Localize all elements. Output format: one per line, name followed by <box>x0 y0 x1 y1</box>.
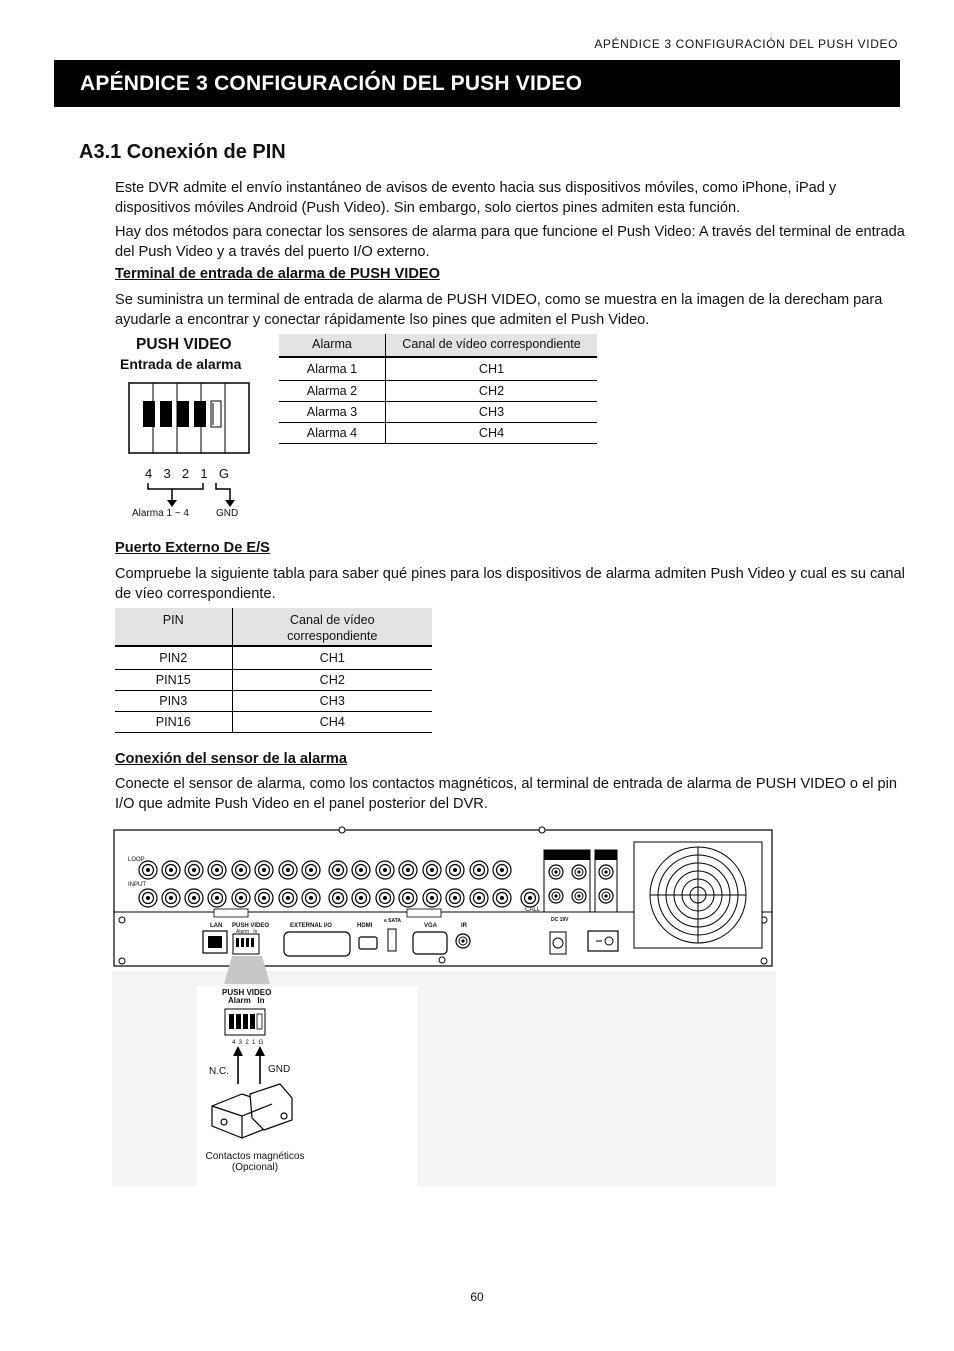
table-row <box>115 646 432 670</box>
zoom-pin-labels: 4 3 2 1 G <box>232 1040 264 1046</box>
table-row <box>115 712 432 733</box>
table-cell: CH2 <box>386 381 598 402</box>
call-label: CALL <box>525 907 541 913</box>
loop-label: LOOP <box>128 857 145 863</box>
esata-label: e SATA <box>384 918 402 924</box>
table-cell: CH1 <box>232 646 432 670</box>
optional-label: (Opcional) <box>231 1162 279 1173</box>
vga-label: VGA <box>424 923 438 929</box>
input-label: INPUT <box>128 882 146 888</box>
table-cell: PIN2 <box>115 646 232 670</box>
alarm-range-label: Alarma 1 ~ 4 <box>132 508 189 519</box>
panel-push-video-label: PUSH VIDEO <box>232 923 270 929</box>
section-title: A3.1 Conexión de PIN <box>79 141 286 163</box>
push-video-figure-subtitle: Entrada de alarma <box>120 356 242 372</box>
table-row <box>279 381 597 402</box>
external-io-label: EXTERNAL I/O <box>290 923 332 929</box>
table-cell: CH1 <box>386 357 598 381</box>
gnd-label: GND <box>216 508 239 519</box>
table-header-pin: PIN <box>115 608 232 646</box>
table-cell: Alarma 2 <box>279 381 386 402</box>
table-header-row <box>279 334 597 357</box>
table-cell: Alarma 1 <box>279 357 386 381</box>
push-video-figure-title: PUSH VIDEO <box>136 336 232 353</box>
hdmi-label: HDMI <box>357 923 373 929</box>
table-cell: CH3 <box>386 402 598 423</box>
external-io-paragraph: Compruebe la siguiente tabla para saber qué pines para los dispositivos de alarma admiten Push Video y cual es su canal de víeo correspondiente. <box>115 566 905 602</box>
table-header-channel: Canal de vídeo correspondiente <box>386 334 598 357</box>
table-cell: CH4 <box>386 423 598 444</box>
zoom-alarm-in-label: Alarm In <box>228 996 265 1005</box>
sensor-paragraph: Conecte el sensor de alarma, como los contactos magnéticos, al terminal de entrada de alarma de PUSH VIDEO o el pin I/O que admite Push Video en el panel posterior del DVR. <box>115 776 897 812</box>
intro-paragraph-1: Este DVR admite el envío instantáneo de avisos de evento hacia sus dispositivos móviles, como iPhone, iPad y dispositivos móviles Android (Push Video). Sin embargo, solo ciertos pines admiten esta función. <box>115 180 837 216</box>
table-row <box>279 402 597 423</box>
table-cell: CH3 <box>232 691 432 712</box>
push-video-terminal-diagram <box>120 375 260 525</box>
appendix-banner: APÉNDICE 3 CONFIGURACIÓN DEL PUSH VIDEO <box>54 60 900 107</box>
dvr-rear-panel-diagram <box>112 826 776 1186</box>
panel-alarm-in-label: Alarm In <box>236 929 258 935</box>
table-cell: Alarma 4 <box>279 423 386 444</box>
table-cell: CH2 <box>232 670 432 691</box>
intro-paragraph-2: Hay dos métodos para conectar los sensores de alarma para que funcione el Push Video: A través del terminal de entrada del Push Video y a través del puerto I/O externo. <box>115 224 905 260</box>
table-cell: PIN15 <box>115 670 232 691</box>
external-io-heading: Puerto Externo De E/S <box>115 540 270 556</box>
lan-label: LAN <box>210 923 223 929</box>
terminal-paragraph: Se suministra un terminal de entrada de alarma de PUSH VIDEO, como se muestra en la imagen de la derecham para ayudarle a encontrar y conectar rápidamente lso pines que admiten el Push Video. <box>115 292 883 328</box>
push-video-pin-labels: 4 3 2 1 G <box>145 466 229 481</box>
table-row <box>115 670 432 691</box>
table-header-channel: Canal de vídeo correspondiente <box>232 608 432 646</box>
table-cell: CH4 <box>232 712 432 733</box>
running-header: APÉNDICE 3 CONFIGURACIÓN DEL PUSH VIDEO <box>594 37 898 51</box>
magnetic-contacts-label: Contactos magnéticos <box>205 1151 305 1162</box>
sensor-gnd-label: GND <box>268 1064 291 1075</box>
table-row <box>279 357 597 381</box>
sensor-heading: Conexión del sensor de la alarma <box>115 751 347 767</box>
table-row <box>279 423 597 444</box>
table-header-alarm: Alarma <box>279 334 386 357</box>
alarm-channel-table <box>279 334 597 444</box>
table-header-row <box>115 608 432 646</box>
nc-label: N.C. <box>209 1066 229 1077</box>
table-row <box>115 691 432 712</box>
pin-channel-table <box>115 608 432 733</box>
ir-label: IR <box>461 923 467 929</box>
zoom-push-video-title: PUSH VIDEO <box>222 988 272 997</box>
page-number: 60 <box>470 1290 484 1304</box>
dc-label: DC 19V <box>551 917 569 923</box>
table-cell: Alarma 3 <box>279 402 386 423</box>
table-cell: PIN3 <box>115 691 232 712</box>
table-cell: PIN16 <box>115 712 232 733</box>
terminal-heading: Terminal de entrada de alarma de PUSH VIDEO <box>115 266 440 282</box>
